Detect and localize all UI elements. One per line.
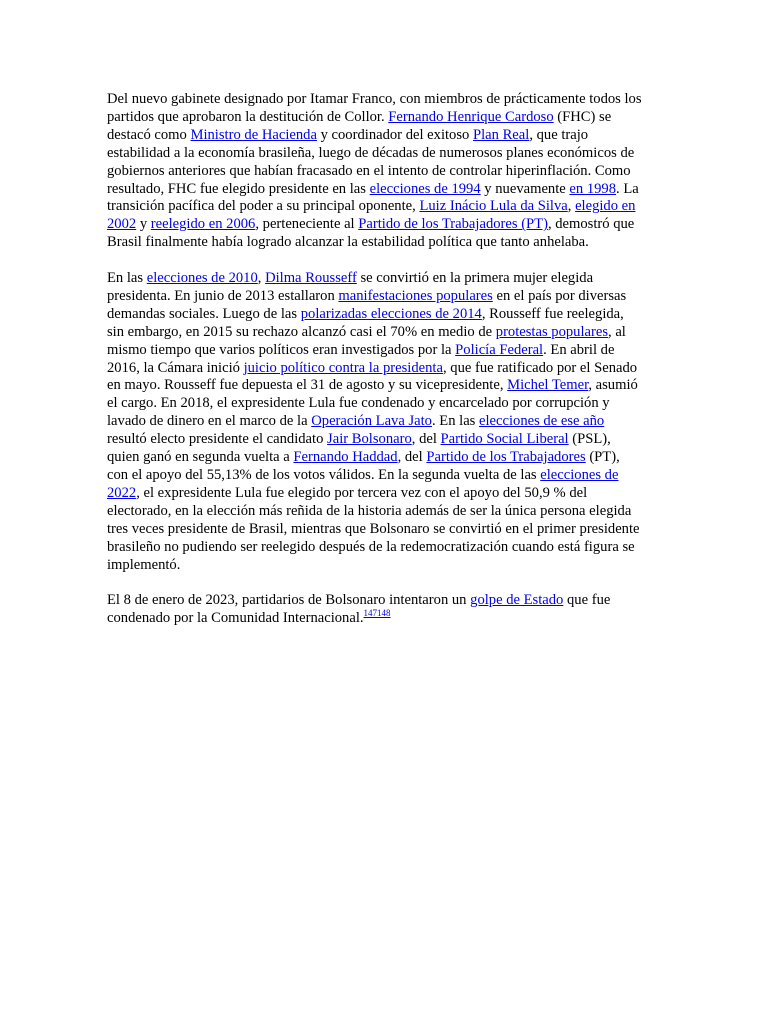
paragraph-text: , asumió el cargo. En 2018, el expresidente Lula fue condenado y encarcelado por corrupción y lavado de dinero en el marco de la (107, 377, 638, 430)
inline-link[interactable]: elecciones de 1994 (369, 180, 481, 197)
inline-link[interactable]: elecciones de 2022 (107, 467, 619, 501)
inline-link[interactable]: Jair Bolsonaro (327, 431, 412, 448)
inline-link[interactable]: reelegido en 2006 (150, 216, 256, 233)
citation-superscript (364, 608, 391, 618)
paragraph-text: , al mismo tiempo que varios políticos eran investigados por la (107, 323, 626, 358)
paragraph-text: . La transición pacífica del poder a su principal oponente, (107, 180, 639, 215)
inline-link[interactable]: Partido Social Liberal (440, 431, 569, 448)
inline-link[interactable]: Michel Temer (507, 377, 589, 394)
inline-link[interactable]: Plan Real (472, 126, 530, 143)
inline-link[interactable]: elecciones de 2010 (146, 270, 258, 287)
paragraph-text: que fue condenado por la Comunidad Internacional. (107, 592, 611, 627)
paragraph-text: , que fue ratificado por el Senado en mayo. Rousseff fue depuesta el 31 de agosto y su vicepresidente, (107, 359, 638, 394)
paragraph-text: , del (397, 449, 427, 466)
paragraph-text: , el expresidente Lula fue elegido por tercera vez con el apoyo del 50,9 % del electorado, en la elección más reñida de la historia además de ser la única persona elegida tres veces presidente de Brasil, mientras que Bolsonaro se convirtió en el primer presidente brasileño no pudiendo ser reelegido después de la redemocratización cuando está figura se implementó. (107, 484, 640, 573)
citation-link[interactable]: 147148 (363, 608, 391, 619)
inline-link[interactable]: Ministro de Hacienda (190, 126, 317, 143)
paragraph-text: , Rousseff fue reelegida, sin embargo, en 2015 su rechazo alcanzó casi el 70% en medio de (107, 305, 624, 340)
paragraph-text: , del (411, 431, 441, 448)
paragraph-text: y nuevamente (480, 180, 570, 197)
paragraph-text: . En las (431, 413, 480, 430)
paragraph-text: , que trajo estabilidad a la economía brasileña, luego de décadas de numerosos planes económicos de gobiernos anteriores que habían fracasado en el intento de controlar hiperinflación. Como resultado, FHC fue elegido presidente en las (107, 126, 635, 197)
inline-link[interactable]: Policía Federal (455, 341, 544, 358)
inline-link[interactable]: golpe de Estado (470, 592, 564, 609)
inline-link[interactable]: Fernando Henrique Cardoso (388, 108, 554, 125)
paragraph (107, 592, 663, 628)
paragraph-text: El 8 de enero de 2023, partidarios de Bolsonaro intentaron un (107, 592, 471, 609)
paragraph-text: (PSL), quien ganó en segunda vuelta a (107, 431, 611, 466)
paragraph-text: se convirtió en la primera mujer elegida presidenta. En junio de 2013 estallaron (107, 270, 594, 304)
paragraph-text: , perteneciente al (255, 216, 359, 233)
inline-link[interactable]: elegido en 2002 (107, 198, 636, 233)
inline-link[interactable]: Fernando Haddad (293, 449, 398, 466)
inline-link[interactable]: Dilma Rousseff (265, 270, 357, 287)
paragraph-text: Del nuevo gabinete designado por Itamar Franco, con miembros de prácticamente todos los partidos que aprobaron la destitución de Collor. (107, 91, 642, 125)
inline-link[interactable]: elecciones de ese año (479, 413, 605, 430)
paragraph-text: en el país por diversas demandas sociales. Luego de las (107, 287, 627, 322)
inline-link[interactable]: Operación Lava Jato (311, 413, 432, 430)
paragraph (107, 91, 663, 252)
inline-link[interactable]: en 1998 (569, 180, 617, 197)
paragraph-text: y (136, 216, 151, 233)
paragraph-text: , (257, 270, 266, 287)
inline-link[interactable]: manifestaciones populares (338, 287, 493, 304)
paragraph-text: , (567, 198, 576, 215)
inline-link[interactable]: Partido de los Trabajadores (426, 449, 586, 466)
paragraph-text: En las (107, 270, 147, 287)
paragraph-text: resultó electo presidente el candidato (107, 431, 324, 448)
inline-link[interactable]: protestas populares (495, 323, 609, 340)
paragraph-text: y coordinador del exitoso (316, 126, 473, 143)
paragraph (107, 270, 663, 574)
article-body (107, 91, 663, 646)
paragraph-text: (FHC) se destacó como (107, 108, 612, 143)
paragraph-text: (PT), con el apoyo del 55,13% de los votos válidos. En la segunda vuelta de las (107, 449, 620, 484)
inline-link[interactable]: Partido de los Trabajadores (PT) (358, 216, 548, 233)
paragraph-text: . En abril de 2016, la Cámara inició (107, 341, 615, 376)
inline-link[interactable]: polarizadas elecciones de 2014 (300, 305, 482, 322)
paragraph-text: , demostró que Brasil finalmente había logrado alcanzar la estabilidad política que tanto anhelaba. (107, 216, 635, 251)
inline-link[interactable]: Luiz Inácio Lula da Silva (419, 198, 568, 215)
inline-link[interactable]: juicio político contra la presidenta (243, 359, 443, 376)
